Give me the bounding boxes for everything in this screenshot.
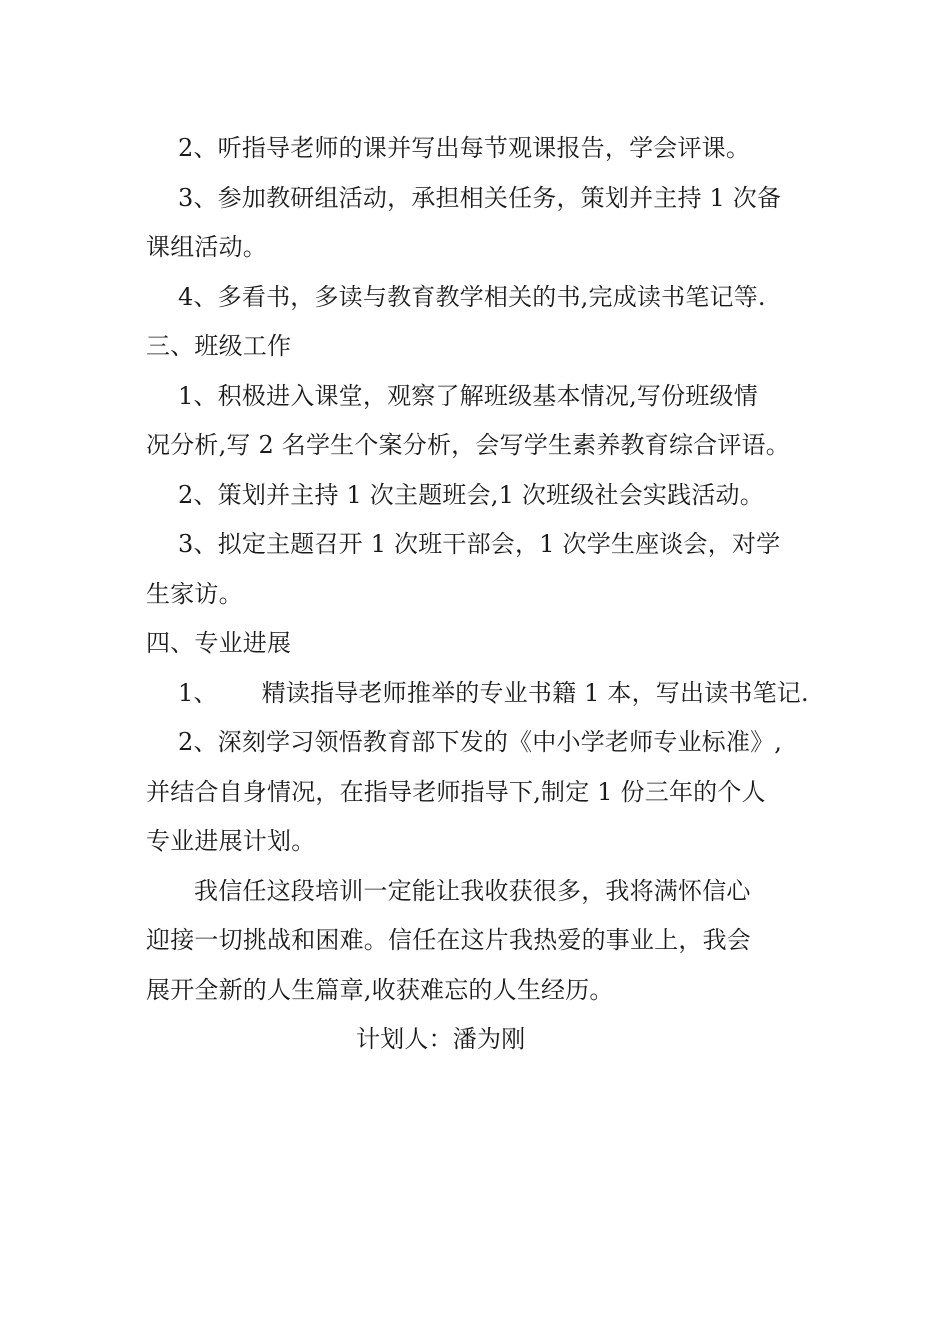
professional-item-2-line-1: 2、深刻学习领悟教育部下发的《中小学老师专业标准》, [178, 728, 783, 756]
teaching-item-4: 4、多看书，多读与教育教学相关的书,完成读书笔记等. [178, 282, 766, 311]
teaching-item-3-line-1: 3、参加教研组活动，承担相关任务，策划并主持 1 次备 [178, 183, 782, 212]
class-work-item-1-line-1: 1、积极进入课堂，观察了解班级基本情况,写份班级情 [178, 381, 758, 410]
closing-line-1: 我信任这段培训一定能让我收获很多，我将满怀信心 [194, 876, 751, 905]
closing-line-3: 展开全新的人生篇章,收获难忘的人生经历。 [146, 975, 614, 1004]
professional-item-2-line-2: 并结合自身情况，在指导老师指导下,制定 1 份三年的个人 [146, 777, 766, 806]
class-work-heading: 三、班级工作 [146, 332, 292, 360]
class-work-item-3-line-1: 3、拟定主题召开 1 次班干部会，1 次学生座谈会，对学 [178, 530, 781, 558]
professional-item-1-number: 1、 [178, 678, 218, 707]
teaching-item-2: 2、听指导老师的课并写出每节观课报告，学会评课。 [178, 134, 751, 162]
professional-heading: 四、专业进展 [146, 629, 292, 657]
signature: 计划人：潘为刚 [356, 1025, 526, 1053]
document-page [146, 124, 816, 1065]
class-work-item-2: 2、策划并主持 1 次主题班会,1 次班级社会实践活动。 [178, 480, 764, 509]
closing-line-2: 迎接一切挑战和困难。信任在这片我热爱的事业上，我会 [146, 926, 751, 954]
professional-item-2-line-3: 专业进展计划。 [146, 827, 316, 855]
class-work-item-3-line-2: 生家访。 [146, 579, 243, 608]
professional-item-1-text: 精读指导老师推举的专业书籍 1 本，写出读书笔记. [261, 678, 809, 707]
class-work-item-1-line-2: 况分析,写 2 名学生个案分析，会写学生素养教育综合评语。 [146, 431, 790, 459]
professional-item-1 [146, 669, 816, 719]
teaching-item-3-line-2: 课组活动。 [146, 233, 267, 261]
